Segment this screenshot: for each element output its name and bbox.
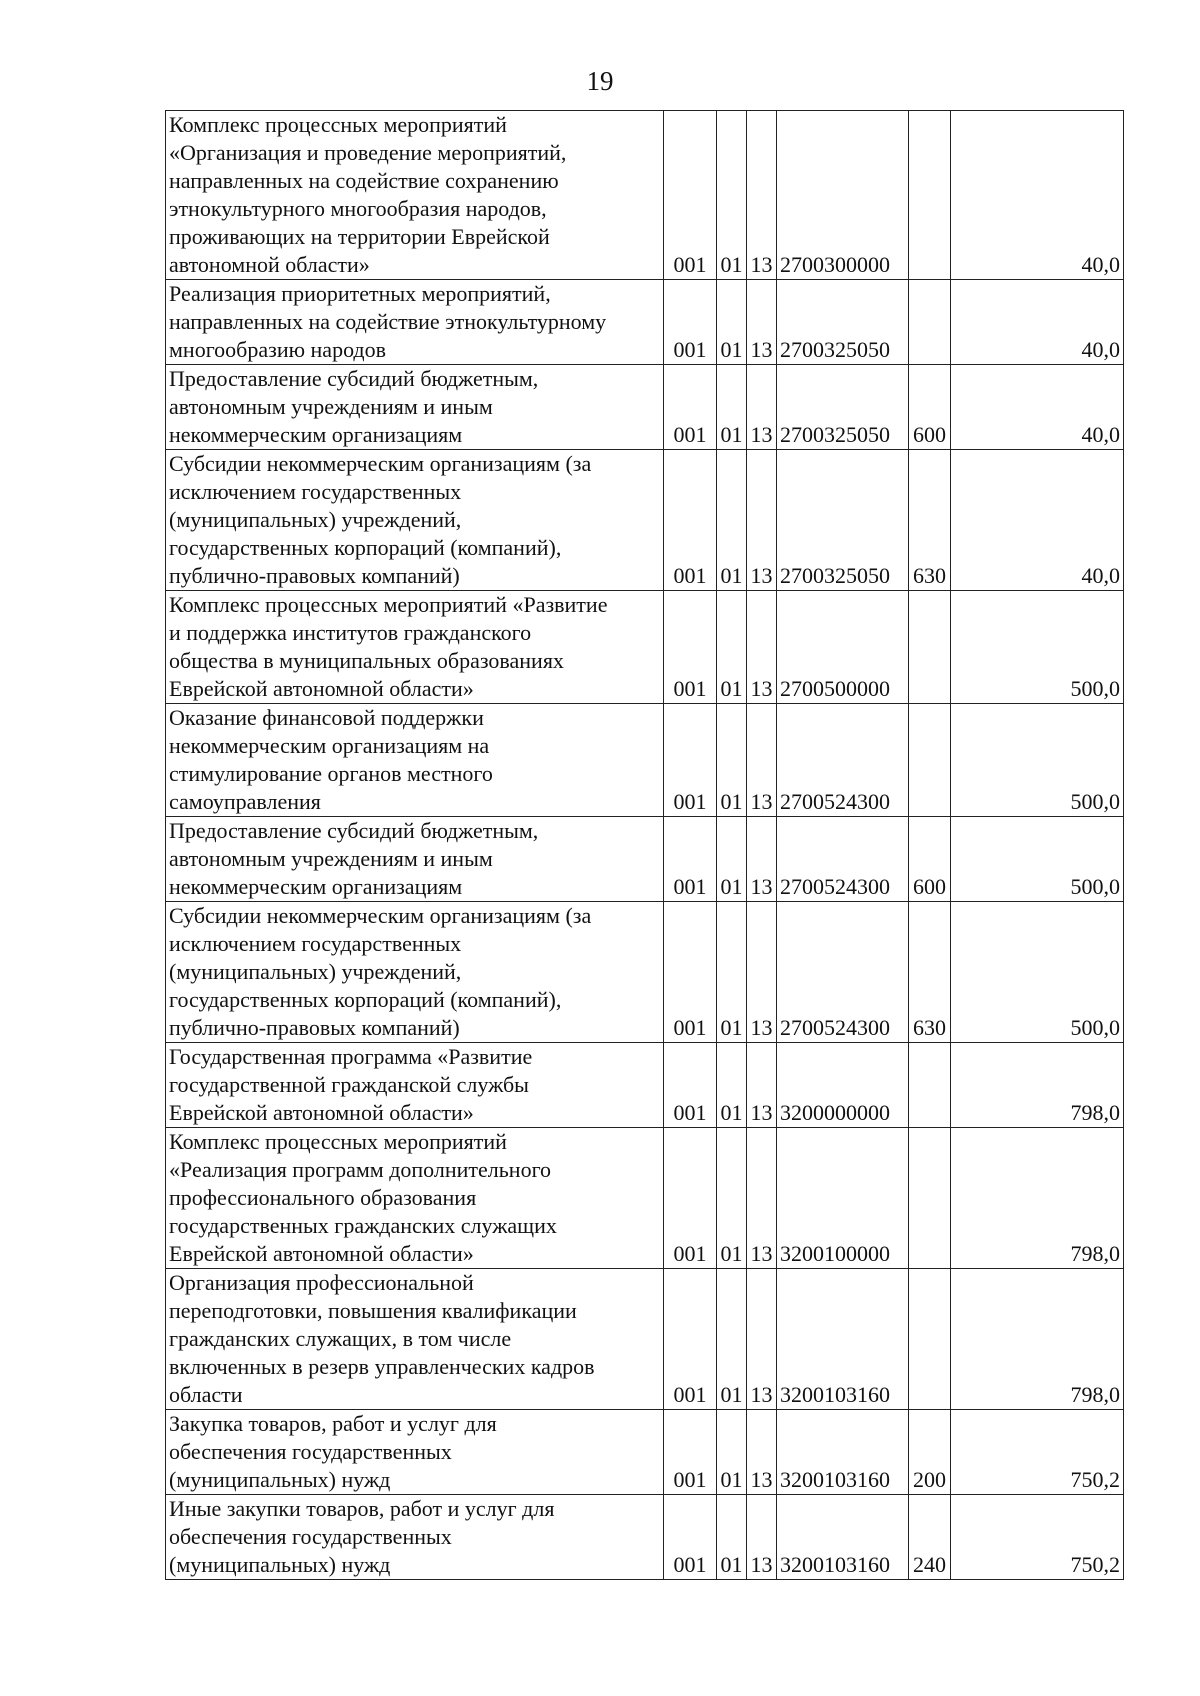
section-code: 01 xyxy=(717,704,747,817)
target-article-code: 2700300000 xyxy=(777,111,909,280)
ministry-code: 001 xyxy=(664,817,717,902)
row-description: Комплекс процессных мероприятий «Организация и проведение мероприятий, направленных на содействие сохранению этнокультурного многообразия народов, проживающих на территории Еврейской автономной области» xyxy=(166,111,664,280)
row-description: Организация профессиональной переподготовки, повышения квалификации гражданских служащих, в том числе включенных в резерв управленческих кадров области xyxy=(166,1269,664,1410)
ministry-code: 001 xyxy=(664,591,717,704)
section-code: 01 xyxy=(717,365,747,450)
expense-type-code: 630 xyxy=(909,450,951,591)
table-row xyxy=(166,591,1124,704)
ministry-code: 001 xyxy=(664,1128,717,1269)
section-code: 01 xyxy=(717,1128,747,1269)
expense-type-code: 600 xyxy=(909,365,951,450)
target-article-code: 3200103160 xyxy=(777,1410,909,1495)
target-article-code: 3200000000 xyxy=(777,1043,909,1128)
ministry-code: 001 xyxy=(664,1043,717,1128)
budget-table xyxy=(165,110,1124,1580)
section-code: 01 xyxy=(717,111,747,280)
target-article-code: 2700325050 xyxy=(777,280,909,365)
amount-value: 798,0 xyxy=(951,1043,1124,1128)
expense-type-code: 240 xyxy=(909,1495,951,1580)
subsection-code: 13 xyxy=(747,365,777,450)
subsection-code: 13 xyxy=(747,450,777,591)
table-row xyxy=(166,1128,1124,1269)
table-row xyxy=(166,704,1124,817)
target-article-code: 2700524300 xyxy=(777,817,909,902)
row-description: Субсидии некоммерческим организациям (за исключением государственных (муниципальных) учреждений, государственных корпораций (компаний), публично-правовых компаний) xyxy=(166,902,664,1043)
amount-value: 40,0 xyxy=(951,280,1124,365)
section-code: 01 xyxy=(717,1043,747,1128)
target-article-code: 2700325050 xyxy=(777,450,909,591)
table-row xyxy=(166,1043,1124,1128)
amount-value: 40,0 xyxy=(951,450,1124,591)
target-article-code: 3200103160 xyxy=(777,1269,909,1410)
subsection-code: 13 xyxy=(747,111,777,280)
subsection-code: 13 xyxy=(747,1043,777,1128)
expense-type-code: 600 xyxy=(909,817,951,902)
table-row xyxy=(166,111,1124,280)
amount-value: 798,0 xyxy=(951,1269,1124,1410)
subsection-code: 13 xyxy=(747,1410,777,1495)
amount-value: 40,0 xyxy=(951,365,1124,450)
expense-type-code xyxy=(909,1043,951,1128)
amount-value: 500,0 xyxy=(951,902,1124,1043)
ministry-code: 001 xyxy=(664,365,717,450)
row-description: Реализация приоритетных мероприятий, направленных на содействие этнокультурному многообразию народов xyxy=(166,280,664,365)
subsection-code: 13 xyxy=(747,591,777,704)
table-row xyxy=(166,1269,1124,1410)
section-code: 01 xyxy=(717,450,747,591)
expense-type-code xyxy=(909,1269,951,1410)
expense-type-code xyxy=(909,111,951,280)
table-body xyxy=(166,111,1124,1580)
table-row xyxy=(166,1410,1124,1495)
expense-type-code xyxy=(909,704,951,817)
table-row xyxy=(166,1495,1124,1580)
table-row xyxy=(166,902,1124,1043)
row-description: Предоставление субсидий бюджетным, автономным учреждениям и иным некоммерческим организациям xyxy=(166,365,664,450)
amount-value: 500,0 xyxy=(951,704,1124,817)
expense-type-code xyxy=(909,591,951,704)
amount-value: 750,2 xyxy=(951,1495,1124,1580)
ministry-code: 001 xyxy=(664,704,717,817)
target-article-code: 2700500000 xyxy=(777,591,909,704)
ministry-code: 001 xyxy=(664,111,717,280)
subsection-code: 13 xyxy=(747,817,777,902)
expense-type-code: 200 xyxy=(909,1410,951,1495)
ministry-code: 001 xyxy=(664,450,717,591)
section-code: 01 xyxy=(717,1410,747,1495)
target-article-code: 2700524300 xyxy=(777,704,909,817)
expense-type-code: 630 xyxy=(909,902,951,1043)
target-article-code: 3200103160 xyxy=(777,1495,909,1580)
amount-value: 40,0 xyxy=(951,111,1124,280)
table-row xyxy=(166,365,1124,450)
ministry-code: 001 xyxy=(664,1269,717,1410)
subsection-code: 13 xyxy=(747,704,777,817)
target-article-code: 3200100000 xyxy=(777,1128,909,1269)
ministry-code: 001 xyxy=(664,902,717,1043)
section-code: 01 xyxy=(717,902,747,1043)
row-description: Закупка товаров, работ и услуг для обеспечения государственных (муниципальных) нужд xyxy=(166,1410,664,1495)
row-description: Оказание финансовой поддержки некоммерческим организациям на стимулирование органов местного самоуправления xyxy=(166,704,664,817)
row-description: Комплекс процессных мероприятий «Реализация программ дополнительного профессионального образования государственных гражданских служащих Еврейской автономной области» xyxy=(166,1128,664,1269)
target-article-code: 2700524300 xyxy=(777,902,909,1043)
target-article-code: 2700325050 xyxy=(777,365,909,450)
section-code: 01 xyxy=(717,817,747,902)
amount-value: 500,0 xyxy=(951,591,1124,704)
row-description: Государственная программа «Развитие государственной гражданской службы Еврейской автономной области» xyxy=(166,1043,664,1128)
table-row xyxy=(166,280,1124,365)
subsection-code: 13 xyxy=(747,280,777,365)
amount-value: 798,0 xyxy=(951,1128,1124,1269)
table-row xyxy=(166,817,1124,902)
section-code: 01 xyxy=(717,280,747,365)
section-code: 01 xyxy=(717,1495,747,1580)
subsection-code: 13 xyxy=(747,1495,777,1580)
section-code: 01 xyxy=(717,591,747,704)
row-description: Иные закупки товаров, работ и услуг для обеспечения государственных (муниципальных) нужд xyxy=(166,1495,664,1580)
subsection-code: 13 xyxy=(747,902,777,1043)
expense-type-code xyxy=(909,280,951,365)
ministry-code: 001 xyxy=(664,1495,717,1580)
row-description: Комплекс процессных мероприятий «Развитие и поддержка институтов гражданского общества в муниципальных образованиях Еврейской автономной области» xyxy=(166,591,664,704)
ministry-code: 001 xyxy=(664,1410,717,1495)
subsection-code: 13 xyxy=(747,1128,777,1269)
subsection-code: 13 xyxy=(747,1269,777,1410)
amount-value: 500,0 xyxy=(951,817,1124,902)
ministry-code: 001 xyxy=(664,280,717,365)
row-description: Предоставление субсидий бюджетным, автономным учреждениям и иным некоммерческим организациям xyxy=(166,817,664,902)
page-number: 19 xyxy=(586,66,614,96)
amount-value: 750,2 xyxy=(951,1410,1124,1495)
expense-type-code xyxy=(909,1128,951,1269)
table-row xyxy=(166,450,1124,591)
section-code: 01 xyxy=(717,1269,747,1410)
row-description: Субсидии некоммерческим организациям (за исключением государственных (муниципальных) учреждений, государственных корпораций (компаний), публично-правовых компаний) xyxy=(166,450,664,591)
